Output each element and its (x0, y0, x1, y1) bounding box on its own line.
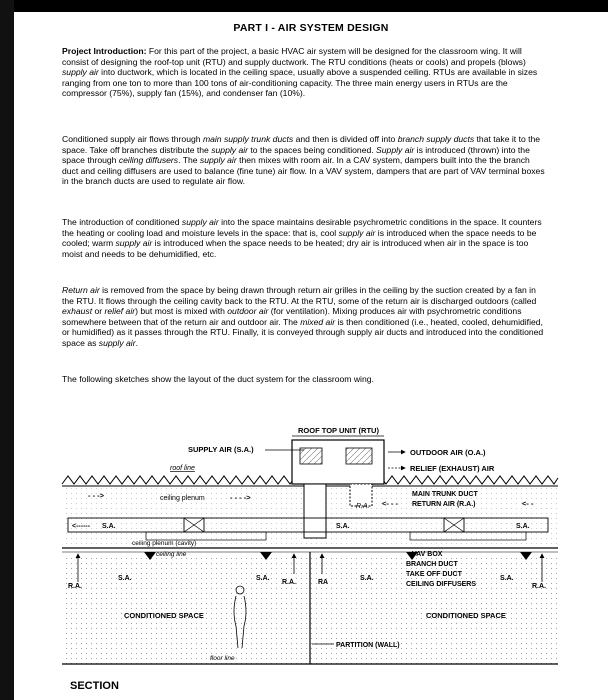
sa-trunk-label-right: S.A. (516, 523, 530, 530)
emphasis: outdoor air (227, 306, 269, 317)
emphasis: supply air (338, 227, 376, 238)
emphasis: main supply trunk ducts (202, 134, 294, 144)
branch-duct-label: BRANCH DUCT (406, 561, 458, 568)
section-label: SECTION (70, 680, 119, 692)
emphasis: supply air (211, 144, 248, 155)
text-run: or (92, 306, 105, 317)
paragraph-lead: Project Introduction: (62, 46, 147, 56)
text-run: The following sketches show the layout of the duct system for the classroom wing. (62, 374, 374, 384)
emphasis: supply air (98, 337, 136, 348)
return-arrow-left-label: - - -> (88, 491, 105, 500)
text-run: The introduction of conditioned (62, 217, 182, 227)
emphasis: supply air (199, 155, 237, 166)
conditioned-space-label-left: CONDITIONED SPACE (124, 611, 204, 620)
roof-line-label: roof line (170, 465, 195, 472)
paragraph-return-air (62, 285, 548, 349)
paragraph-psychrometric (62, 217, 548, 259)
sa-trunk-label-left: S.A. (102, 523, 116, 530)
paragraph-supply-air-flow (62, 134, 548, 187)
return-air-label: RETURN AIR (R.A.) (412, 501, 476, 508)
emphasis: Return air (62, 285, 100, 295)
text-run: into the space maintains desirable psychrometric conditions in the space. It counters the heating or cooling load and moisture levels in the space: that is, cool (62, 217, 542, 238)
text-run: (for ventilation). Mixing produces air with psychrometric conditions somewhere between that of the return air and outdoor air. The (62, 306, 522, 327)
relief-air-label: RELIEF (EXHAUST) AIR (410, 464, 495, 473)
ra-label-space-left: R.A. (68, 583, 82, 590)
emphasis: ceiling diffusers (118, 155, 179, 166)
ra-rtu-label: R.A. (356, 503, 370, 510)
sa-label-space-center: S.A. (256, 575, 270, 582)
paragraph-project-introduction (62, 46, 548, 99)
ceiling-plenum-cavity-label: ceiling plenum (cavity) (132, 540, 197, 547)
text-run: For this part of the project, a basic HVAC air system will be designed for the classroom wing. It will consist of designing the roof-top unit (RTU) and supply ductwork. The RTU conditions (heats or cools) and propels (blows) (62, 46, 526, 67)
text-run: Conditioned supply air flows through (62, 134, 203, 144)
ra-label-space-center: R.A. (282, 579, 296, 586)
text-run: then mixes with room air. In a CAV system, dampers built into the the branch duct and ceiling diffusers are used to balance (fine tune) air flow. In a VAV system, dampers that are part of VAV terminal boxes in the branch ducts are used to regulate air flow. (62, 155, 545, 187)
rtu-label: ROOF TOP UNIT (RTU) (298, 426, 379, 435)
emphasis: mixed air (300, 316, 336, 327)
text-run: that take it to the space. Take off branches distribute the (62, 134, 541, 155)
text-run: . The (178, 155, 200, 166)
return-arrow-mid-label: - - - -> (230, 493, 251, 502)
vav-box-label: VAV BOX (412, 551, 443, 558)
partition-wall-label: PARTITION (WALL) (336, 642, 400, 649)
text-run: is removed from the space by being drawn through return air grilles in the ceiling by the suction created by a fan in the RTU. It flows through the ceiling cavity back to the RTU. At the RTU, some of the return air is discharged outdoors (called (62, 285, 537, 306)
text-run: is introduced when the space needs to be heated; dry air is introduced when air in the space is too moist and needs to be dehumidified, etc. (62, 238, 529, 259)
floor-line-label: floor line (210, 655, 235, 662)
duct-system-section-diagram (60, 412, 560, 672)
emphasis: supply air (181, 217, 219, 227)
return-arrow-right: <- - - (382, 499, 399, 508)
emphasis: relief air (104, 306, 136, 317)
sa-label-space-right: S.A. (360, 575, 374, 582)
supply-drop-duct (304, 484, 326, 538)
sa-label-left: <------ (72, 523, 91, 530)
emphasis: exhaust (62, 306, 93, 317)
text-run: is introduced (thrown) into the space through (62, 144, 530, 166)
emphasis: branch supply ducts (397, 134, 475, 144)
text-run: ) but most is mixed with (135, 306, 228, 317)
ra-label-space-right: R.A. (532, 583, 546, 590)
main-trunk-duct-label: MAIN TRUNK DUCT (412, 491, 478, 498)
emphasis: supply air (62, 67, 99, 78)
outdoor-air-label: OUTDOOR AIR (O.A.) (410, 448, 486, 457)
window-top-border (0, 0, 608, 12)
supply-air-label: SUPPLY AIR (S.A.) (188, 445, 254, 454)
document-page (14, 12, 608, 700)
sa-label-space-left: S.A. (118, 575, 132, 582)
take-off-duct-label: TAKE OFF DUCT (406, 571, 462, 578)
text-run: . (135, 337, 138, 348)
conditioned-space-label-right: CONDITIONED SPACE (426, 611, 506, 620)
text-run: into ductwork, which is located in the ceiling space, usually above a suspended ceiling. RTUs are available in sizes ranging from one ton to more than 100 tons of air-conditioning capacity. The three main energy users in RTUs are the compressor (75%), supply fan (15%), and condenser fan (10%). (62, 67, 538, 99)
rtu-fan (346, 448, 372, 464)
text-run: and then is divided off into (293, 134, 398, 144)
sa-trunk-label-center: S.A. (336, 523, 350, 530)
text-run: is then conditioned (i.e., heated, cooled, dehumidified, or humidified) as it passes through the RTU. Finally, it is conveyed through supply air ducts and introduced into the conditioned space as (62, 316, 544, 348)
window-left-border (0, 0, 14, 700)
ra-short-label-center: RA (318, 579, 329, 586)
return-arrow-far-right: <- - (522, 499, 534, 508)
paragraph-sketch-intro (62, 374, 548, 385)
ceiling-diffusers-label: CEILING DIFFUSERS (406, 581, 477, 588)
text-run: is introduced when the space needs to be cooled; warm (62, 227, 537, 249)
text-run: to the spaces being conditioned. (248, 144, 377, 155)
ceiling-line-label: ceiling line (156, 551, 187, 558)
ceiling-plenum-label: ceiling plenum (160, 495, 205, 502)
emphasis: supply air (115, 238, 153, 249)
emphasis: Supply air (376, 144, 415, 155)
sa-label-space-far-right: S.A. (500, 575, 514, 582)
page-title: PART I - AIR SYSTEM DESIGN (233, 22, 389, 34)
